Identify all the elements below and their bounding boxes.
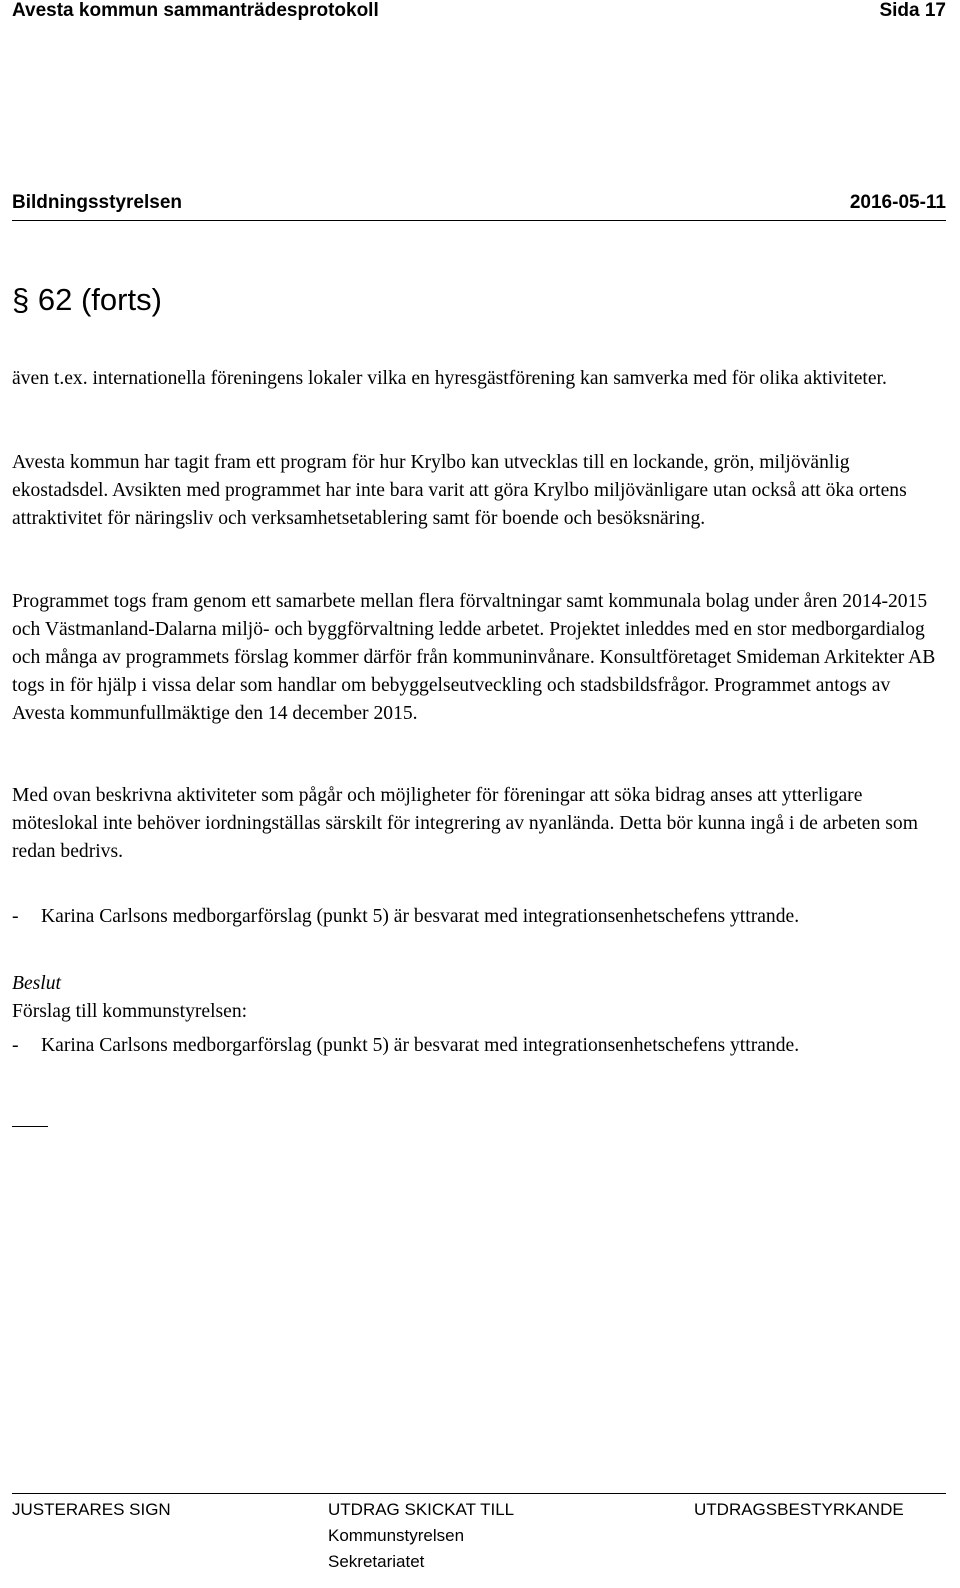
decision-text: Karina Carlsons medborgarförslag (punkt 5) är besvarat med integrationsenhetschefens yttrande. xyxy=(41,1035,800,1056)
bullet-dash: - xyxy=(12,906,19,927)
section-end-rule xyxy=(12,1126,48,1127)
meeting-date: 2016-05-11 xyxy=(849,192,946,213)
decision-heading: Beslut xyxy=(12,973,61,994)
paragraph-2: Avesta kommun har tagit fram ett program för hur Krylbo kan utvecklas till en lockande, grön, miljövänlig ekostadsdel. Avsikten med programmet har inte bara varit att göra Krylbo miljövänligare utan också att öka ortens attraktivitet för näringsliv och verksamhetsetablering samt för boende och besöksnäring. xyxy=(12,452,907,529)
board-name: Bildningsstyrelsen xyxy=(12,192,182,213)
section-title: 62 (forts) xyxy=(37,282,162,317)
page-header xyxy=(12,0,946,26)
meeting-info xyxy=(12,192,946,221)
utdragsbestyrkande-label: UTDRAGSBESTYRKANDE xyxy=(694,1500,904,1519)
paragraph-4: Med ovan beskrivna aktiviteter som pågår och möjligheter för föreningar att söka bidrag anses att ytterligare möteslokal inte behöver iordningställas särskilt för integrering av nyanlända. Detta bör kunna ingå i de arbeten som redan bedrivs. xyxy=(12,785,918,862)
footer-utdrag xyxy=(328,1497,514,1575)
paragraph-1: även t.ex. internationella föreningens lokaler vilka en hyresgästförening kan samverka med för olika aktiviteter. xyxy=(12,368,887,389)
decision-intro: Förslag till kommunstyrelsen: xyxy=(12,1001,248,1022)
justerares-sign-label: JUSTERARES SIGN xyxy=(12,1500,171,1519)
proposal-text: Karina Carlsons medborgarförslag (punkt 5) är besvarat med integrationsenhetschefens yttrande. xyxy=(41,906,800,927)
footer-justerares xyxy=(12,1497,171,1523)
section-symbol: § xyxy=(12,282,30,317)
footer-bestyrkande xyxy=(694,1497,904,1523)
document-title: Avesta kommun sammanträdesprotokoll xyxy=(12,0,379,21)
bullet-dash: - xyxy=(12,1035,19,1056)
recipient-kommunstyrelsen: Kommunstyrelsen xyxy=(328,1526,465,1545)
recipient-sekretariatet: Sekretariatet xyxy=(328,1552,425,1571)
page-number: Sida 17 xyxy=(879,0,946,21)
section-heading xyxy=(12,282,162,318)
footer-divider xyxy=(12,1493,946,1494)
utdrag-skickat-label: UTDRAG SKICKAT TILL xyxy=(328,1500,515,1519)
paragraph-3: Programmet togs fram genom ett samarbete mellan flera förvaltningar samt kommunala bolag under åren 2014-2015 och Västmanland-Dalarna miljö- och byggförvaltning ledde arbetet. Projektet inleddes med en stor medborgardialog och många av programmets förslag kommer därför från kommuninvånare. Konsultföretaget Smideman Arkitekter AB togs in för hjälp i vissa delar som handlar om bebyggelseutveckling och stadsbildsfrågor. Programmet antogs av Avesta kommunfullmäktige den 14 december 2015. xyxy=(12,591,936,724)
